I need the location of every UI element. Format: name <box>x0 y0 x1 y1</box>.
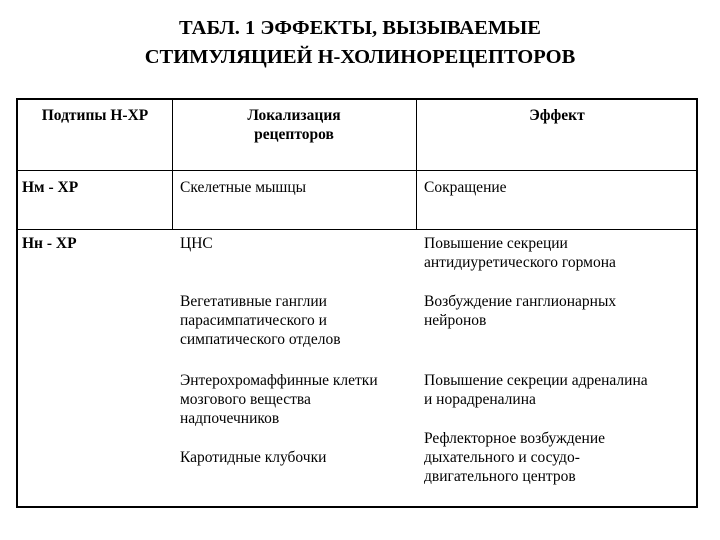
effects-table <box>16 98 698 508</box>
row-divider-header <box>18 170 696 171</box>
localization-line: Вегетативные ганглии <box>180 293 327 310</box>
effect-line: Возбуждение ганглионарных <box>424 293 617 310</box>
row-5-effect <box>424 429 605 486</box>
localization-line: Скелетные мышцы <box>180 179 307 196</box>
row-1-subtype: Нм - ХР <box>22 179 79 196</box>
effect-line: Повышение секреции <box>424 235 568 252</box>
row-4-localization <box>180 371 378 428</box>
header-localization <box>172 106 416 144</box>
row-divider-1 <box>18 229 696 230</box>
row-2-localization <box>180 234 213 253</box>
localization-line: симпатического отделов <box>180 331 341 348</box>
header-subtype: Подтипы Н-ХР <box>41 107 149 124</box>
table-title <box>0 14 720 72</box>
effect-line: нейронов <box>424 312 487 329</box>
localization-line: Энтерохромаффинные клетки <box>180 372 378 389</box>
row-1-effect <box>424 178 507 197</box>
effect-line: дыхательного и сосудо- <box>424 449 580 466</box>
row-2-subtype: Нн - ХР <box>22 235 77 252</box>
localization-line: ЦНС <box>180 235 213 252</box>
effect-line: Сокращение <box>424 179 507 196</box>
effect-line: Рефлекторное возбуждение <box>424 430 606 447</box>
table-title-line-1: ТАБЛ. 1 ЭФФЕКТЫ, ВЫЗЫВАЕМЫЕ <box>179 17 541 39</box>
row-5-localization <box>180 448 326 467</box>
row-4-effect <box>424 371 648 409</box>
localization-line: Каротидные клубочки <box>180 449 327 466</box>
row-2-effect <box>424 234 616 272</box>
effect-line: Повышение секреции адреналина <box>424 372 648 389</box>
effect-line: и норадреналина <box>424 391 536 408</box>
header-localization-line: рецепторов <box>254 126 334 143</box>
header-effect: Эффект <box>529 107 585 124</box>
header-localization-line: Локализация <box>247 107 341 124</box>
row-1-localization <box>180 178 306 197</box>
table-title-line-2: СТИМУЛЯЦИЕЙ Н-ХОЛИНОРЕЦЕПТОРОВ <box>144 46 576 68</box>
row-3-localization <box>180 292 341 349</box>
row-3-effect <box>424 292 616 330</box>
localization-line: парасимпатического и <box>180 312 327 329</box>
effect-line: двигательного центров <box>424 468 576 485</box>
localization-line: надпочечников <box>180 410 280 427</box>
effect-line: антидиуретического гормона <box>424 254 616 271</box>
localization-line: мозгового вещества <box>180 391 311 408</box>
